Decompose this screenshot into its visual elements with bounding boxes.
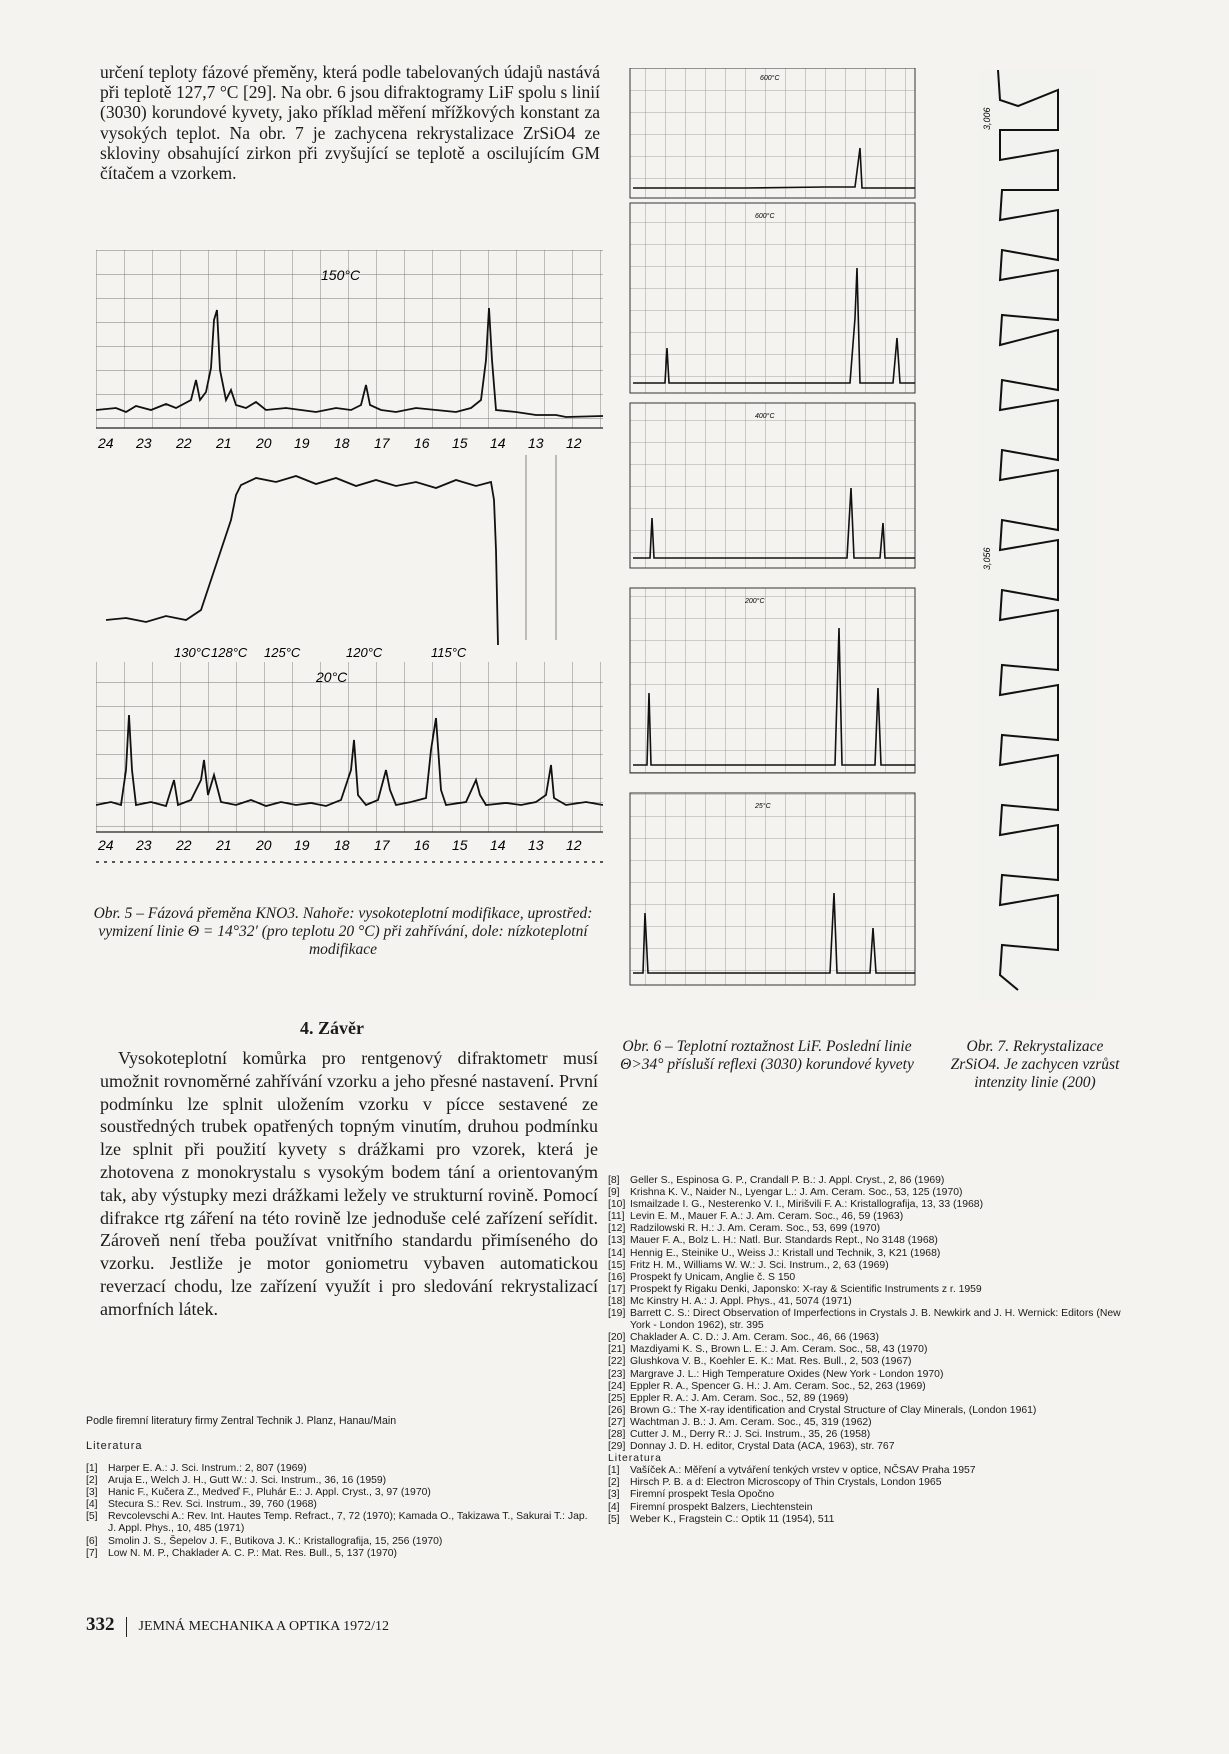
fig5-caption: Obr. 5 – Fázová přeměna KNO3. Nahoře: vysokoteplotní modifikace, uprostřed: vymizení linie Θ = 14°32′ (pro teplotu 20 °C) při zahřívání, dole: nízkoteplotní modifikace xyxy=(93,905,593,958)
fig5-mid-temp: 128°C xyxy=(211,645,248,660)
fig6-temp-5: 25°C xyxy=(755,803,771,810)
ref-item: [9] Krishna K. V., Naider N., Lyengar L.: J. Am. Ceram. Soc., 53, 125 (1970) xyxy=(608,1187,963,1199)
fig5-bottom-temp: 20°C xyxy=(316,669,348,685)
fig7-label-top: 3,006 xyxy=(982,107,992,130)
page-footer xyxy=(86,1614,389,1637)
ref-item: [1] Harper E. A.: J. Sci. Instrum.: 2, 807 (1969) xyxy=(86,1463,307,1474)
fig5-bottom-tick: 13 xyxy=(528,837,544,853)
fig5-bottom-tick: 14 xyxy=(490,837,506,853)
ref-item: [5] Weber K., Fragstein C.: Optik 11 (1954), 511 xyxy=(608,1513,835,1525)
ref-item: [13] Mauer F. A., Bolz L. H.: Natl. Bur. Standards Rept., No 3148 (1968) xyxy=(608,1235,938,1247)
page-number: 332 xyxy=(86,1614,115,1635)
fig6-panel-2 xyxy=(630,203,915,393)
fig6-temp-2: 600°C xyxy=(755,213,775,220)
section-heading: 4. Závěr xyxy=(300,1018,364,1038)
section-body: Vysokoteplotní komůrka pro rentgenový difraktometr musí umožnit rovnoměrné zahřívání vzorku a jeho přesné nastavení. První podmínku lze splnit uložením vzorku v pícce sestavené ze soustředných trubek opatřených topným vinutím, druhou podmínku lze splnit při použití kyvety s drážkami pro vzorek, která je zhotovena z monokrystalu s vysokým bodem tání a orientovaným tak, aby výstupky mezi drážkami ležely ve strukturní rovině. Pomocí difrakce rtg záření na této rovině lze jednoduše celé zařízení seřídit. Zároveň není třeba používat vnitřního standardu přimíseného do vzorku. Jestliže je motor goniometru vybaven automatickou reverzací chodu, lze zařízení využít i pro sledování rekrystalizací amorfních látek. xyxy=(100,1048,598,1319)
fig5-bottom-tick: 17 xyxy=(374,837,390,853)
fig5-top-tick: 23 xyxy=(136,435,152,451)
intro-paragraph: určení teploty fázové přeměny, která podle tabelovaných údajů nastává při teplotě 127,7 °C [29]. Na obr. 6 jsou difraktogramy LiF spolu s linií (3030) korundové kyvety, jako příklad měření mřížkových konstant za vysokých teplot. Na obr. 7 je zachycena rekrystalizace ZrSiO4 ze skloviny obsahující zirkon při zvyšující se teplotě a oscilujícím GM čítačem a vzorkem. xyxy=(100,62,600,184)
fig5-mid-temp: 120°C xyxy=(346,645,383,660)
figure-5 xyxy=(96,250,603,887)
fig6-panel-5 xyxy=(630,793,915,985)
fig5-top-tick: 18 xyxy=(334,435,350,451)
fig5-top-ticks xyxy=(97,435,582,451)
refs-left xyxy=(86,1463,591,1560)
ref-item: [20] Chaklader A. C. D.: J. Am. Ceram. Soc., 46, 66 (1963) xyxy=(608,1332,879,1344)
ref-item: [14] Hennig E., Steinike U., Weiss J.: Kristall und Technik, 3, K21 (1968) xyxy=(608,1247,941,1259)
fig6-temp-3: 400°C xyxy=(755,413,775,420)
ref-item: [12] Radzilowski R. H.: J. Am. Ceram. Soc., 53, 699 (1970) xyxy=(608,1223,881,1235)
fig7-caption: Obr. 7. Rekrystalizace ZrSiO4. Je zachycen vzrůst intenzity linie (200) xyxy=(950,1038,1120,1091)
ref-item: [27] Wachtman J. B.: J. Am. Ceram. Soc., 45, 319 (1962) xyxy=(608,1416,872,1428)
fig5-top-tick: 16 xyxy=(414,435,430,451)
literatura2-heading: Literatura xyxy=(608,1453,662,1465)
fig5-bottom-tick: 20 xyxy=(256,837,272,853)
fig6-temp-4: 200°C xyxy=(745,598,765,605)
journal-name: JEMNÁ MECHANIKA A OPTIKA 1972/12 xyxy=(138,1619,389,1634)
fig5-top-tick: 24 xyxy=(98,435,114,451)
fig5-bottom-tick: 22 xyxy=(176,837,192,853)
fig6-panel-4 xyxy=(630,588,915,773)
fig5-top-tick: 20 xyxy=(256,435,272,451)
fig5-top-tick: 17 xyxy=(374,435,390,451)
ref-item: [24] Eppler R. A., Spencer G. H.: J. Am. Ceram. Soc., 52, 263 (1969) xyxy=(608,1380,926,1392)
fig6-panel-3 xyxy=(630,403,915,568)
fig5-top-tick: 15 xyxy=(452,435,468,451)
ref-item: [18] Mc Kinstry H. A.: J. Appl. Phys., 41, 5074 (1971) xyxy=(608,1295,852,1307)
fig5-top-tick: 22 xyxy=(176,435,192,451)
fig5-mid-temp: 130°C xyxy=(174,645,211,660)
ref-item: [1] Vašíček A.: Měření a vytváření tenkých vrstev v optice, NČSAV Praha 1957 xyxy=(608,1465,976,1477)
fig5-bottom-tick: 12 xyxy=(566,837,582,853)
fig5-bottom-tick: 23 xyxy=(136,837,152,853)
ref-item: [23] Margrave J. L.: High Temperature Oxides (New York - London 1970) xyxy=(608,1368,944,1380)
fig7-label-mid: 3,056 xyxy=(982,547,992,570)
fig5-bottom-tick: 19 xyxy=(294,837,310,853)
fig5-top-tick: 13 xyxy=(528,435,544,451)
fig5-top-tick: 19 xyxy=(294,435,310,451)
ref-item: [4] Firemní prospekt Balzers, Liechtenstein xyxy=(608,1501,813,1513)
fig5-bottom-tick: 21 xyxy=(216,837,232,853)
ref-item: [3] Hanic F., Kučera Z., Medveď F., Pluhár E.: J. Appl. Cryst., 3, 97 (1970) xyxy=(86,1487,431,1499)
ref-item: [2] Aruja E., Welch J. H., Gutt W.: J. Sci. Instrum., 36, 16 (1959) xyxy=(86,1475,387,1487)
fig5-bottom-tick: 16 xyxy=(414,837,430,853)
fig5-diffractogram xyxy=(96,250,603,887)
ref-item: [19] Barrett C. S.: Direct Observation of Imperfections in Crystals J. B. Newkirk and J. H. Wernick: Editors (New York - London 1962), str. 395 xyxy=(608,1308,1121,1332)
fig7-recrystallization-trace xyxy=(978,70,1096,1000)
figure-6 xyxy=(625,68,920,993)
footer-divider xyxy=(126,1617,127,1637)
fig5-top-tick: 12 xyxy=(566,435,582,451)
source-note: Podle firemní literatury firmy Zentral Technik J. Planz, Hanau/Main xyxy=(86,1415,397,1427)
ref-item: [21] Mazdiyami K. S., Brown L. E.: J. Am. Ceram. Soc., 58, 43 (1970) xyxy=(608,1344,928,1356)
fig5-top-tick: 14 xyxy=(490,435,506,451)
fig5-middle-temps xyxy=(174,645,467,660)
fig5-bottom-ticks xyxy=(97,837,582,853)
fig6-temp-1: 600°C xyxy=(760,75,780,82)
ref-item: [6] Smolin J. S., Šepelov J. F., Butikova J. K.: Kristallografija, 15, 256 (1970) xyxy=(86,1535,443,1547)
ref-item: [25] Eppler R. A.: J. Am. Ceram. Soc., 52, 89 (1969) xyxy=(608,1392,849,1404)
fig6-panel-1 xyxy=(630,68,915,198)
ref-item: [8] Geller S., Espinosa G. P., Crandall P. B.: J. Appl. Cryst., 2, 86 (1969) xyxy=(608,1175,945,1186)
ref-item: [11] Levin E. M., Mauer F. A.: J. Am. Ceram. Soc., 46, 59 (1963) xyxy=(608,1211,904,1223)
ref-item: [7] Low N. M. P., Chaklader A. C. P.: Mat. Res. Bull., 5, 137 (1970) xyxy=(86,1547,397,1559)
fig5-middle-trace xyxy=(106,476,498,645)
refs-right xyxy=(608,1175,1128,1526)
ref-item: [5] Revcolevschi A.: Rev. Int. Hautes Temp. Refract., 7, 72 (1970); Kamada O., Takizawa T., Sakurai T.: Jap. J. Appl. Phys., 10, 485 (1971) xyxy=(86,1511,588,1535)
fig5-top-temp: 150°C xyxy=(321,267,361,283)
fig5-bottom-tick: 24 xyxy=(98,837,114,853)
figure-7 xyxy=(978,70,1096,1000)
ref-item: [2] Hirsch P. B. a d: Electron Microscopy of Thin Crystals, London 1965 xyxy=(608,1477,942,1489)
ref-item: [28] Cutter J. M., Derry R.: J. Sci. Instrum., 35, 26 (1958) xyxy=(608,1428,871,1440)
fig6-caption: Obr. 6 – Teplotní roztažnost LiF. Poslední linie Θ>34° přísluší reflexi (3030) korundové kyvety xyxy=(620,1038,914,1073)
fig5-bottom-grid xyxy=(96,662,603,832)
ref-item: [16] Prospekt fy Unicam, Anglie č. S 150 xyxy=(608,1271,796,1283)
ref-item: [15] Fritz H. M., Williams W. W.: J. Sci. Instrum., 2, 63 (1969) xyxy=(608,1259,889,1271)
fig5-mid-temp: 115°C xyxy=(431,645,467,660)
fig5-top-tick: 21 xyxy=(216,435,232,451)
ref-item: [17] Prospekt fy Rigaku Denki, Japonsko: X-ray & Scientific Instruments z r. 1959 xyxy=(608,1283,982,1295)
fig5-bottom-tick: 18 xyxy=(334,837,350,853)
ref-item: [26] Brown G.: The X-ray identification and Crystal Structure of Clay Minerals, (London 1961) xyxy=(608,1404,1037,1416)
fig5-mid-temp: 125°C xyxy=(264,645,301,660)
fig5-bottom-tick: 15 xyxy=(452,837,468,853)
ref-item: [3] Firemní prospekt Tesla Opočno xyxy=(608,1489,775,1501)
ref-item: [4] Stecura S.: Rev. Sci. Instrum., 39, 760 (1968) xyxy=(86,1499,317,1511)
fig6-diffractograms xyxy=(625,68,920,993)
ref-item: [10] Ismailzade I. G., Nesterenko V. I., Mirišvili F. A.: Kristallografija, 13, 33 (1968) xyxy=(608,1199,984,1211)
literatura-heading: Literatura xyxy=(86,1440,143,1452)
ref-item: [29] Donnay J. D. H. editor, Crystal Data (ACA, 1963), str. 767 xyxy=(608,1441,895,1453)
ref-item: [22] Glushkova V. B., Koehler E. K.: Mat. Res. Bull., 2, 503 (1967) xyxy=(608,1356,912,1368)
